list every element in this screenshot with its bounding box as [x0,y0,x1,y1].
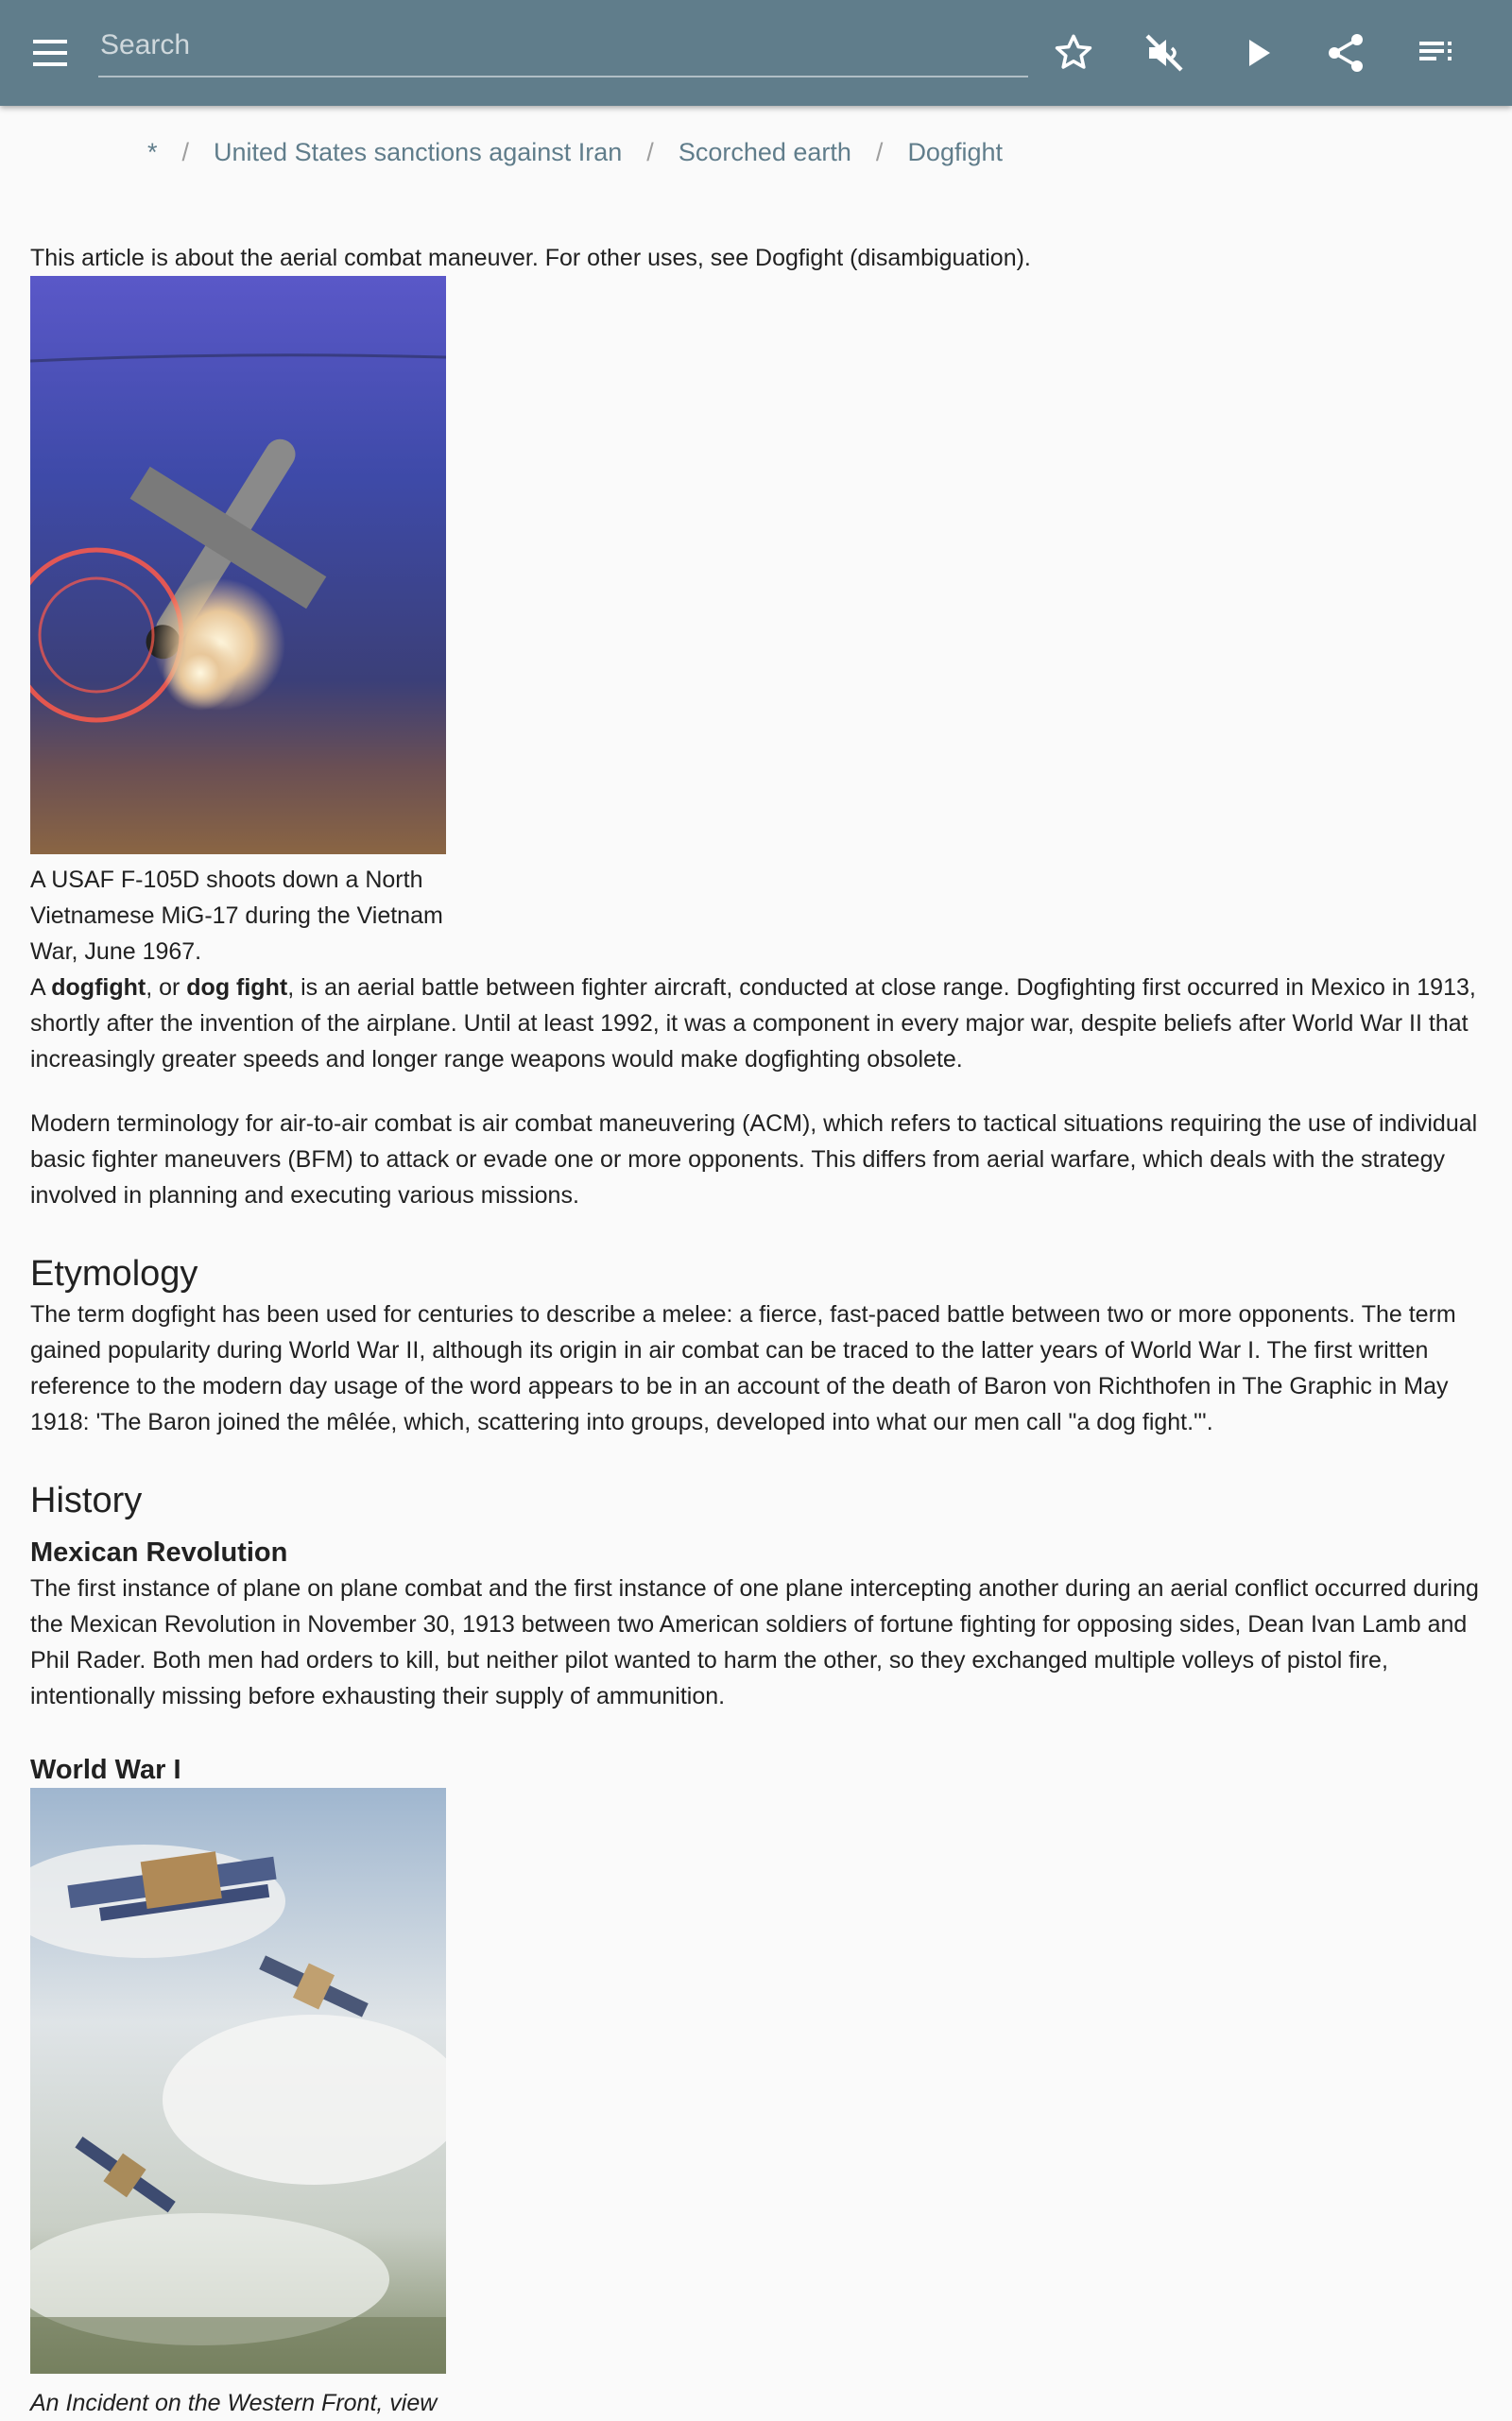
figure-caption: A USAF F-105D shoots down a North Vietnamese MiG-17 during the Vietnam War, June 1967. [30,867,443,965]
breadcrumb-item[interactable]: United States sanctions against Iran [214,138,623,166]
etymology-paragraph: The term dogfight has been used for centuries to describe a melee: a fierce, fast-paced battle between two or more opponents. The term gained popularity during World War II, although its origin in air combat can be traced to the latter years of World War I. The first written reference to the modern day usage of the word appears to be in an account of the death of Baron von Richthofen in The Graphic in May 1918: 'The Baron joined the mêlée, which, scattering into groups, developed into what our men call "a dog fight."'. [30,1301,1456,1435]
menu-icon[interactable] [31,36,69,70]
volume-off-icon[interactable] [1142,30,1187,76]
section-heading-history: History [30,1481,143,1520]
f105-gun-camera-image[interactable] [30,276,446,854]
text-run: , or [146,974,187,1001]
app-bar [0,0,1512,106]
breadcrumb-item[interactable]: Scorched earth [678,138,851,166]
star-icon[interactable] [1051,30,1096,76]
playlist-icon[interactable] [1414,30,1459,76]
bold-term: dogfight [51,974,146,1001]
breadcrumb-separator: / [646,138,654,166]
mexican-revolution-paragraph: The first instance of plane on plane combat and the first instance of one plane intercepting another during an aerial conflict occurred during the Mexican Revolution in November 30, 1913 between two American soldiers of fortune fighting for opposing sides, Dean Ivan Lamb and Phil Rader. Both men had orders to kill, but neither pilot wanted to harm the other, so they exchanged multiple volleys of pistol fire, intentionally missing before exhausting their supply of ammunition. [30,1575,1479,1709]
figure-western-front [30,1788,446,2421]
subsection-heading-mexican-revolution: Mexican Revolution [30,1537,288,1568]
text-run: A [30,974,52,1001]
bold-term: dog fight [186,974,288,1001]
breadcrumb-home[interactable]: * [147,138,158,166]
hatnote: This article is about the aerial combat maneuver. For other uses, see Dogfight (disambiguation). [30,245,1031,271]
western-front-painting-image[interactable] [30,1788,446,2374]
search-field [98,21,1028,77]
figure-caption: An Incident on the Western Front, view [30,2390,438,2416]
share-icon[interactable] [1323,30,1368,76]
section-heading-etymology: Etymology [30,1254,198,1294]
breadcrumb-separator: / [875,138,884,166]
play-icon[interactable] [1234,30,1280,76]
breadcrumb-separator: / [181,138,190,166]
article-content [30,240,1486,2421]
subsection-heading-world-war-i: World War I [30,1755,181,1785]
figure-f105-mig17 [30,276,446,970]
lead-paragraph [30,970,1486,1077]
search-input[interactable] [98,21,1032,70]
text-run: , is an aerial battle between fighter aircraft, conducted at close range. Dogfighting first occurred in Mexico in 1913, shortly after the invention of the airplane. Until at least 1992, it was a component in every major war, despite beliefs after World War II that increasingly greater speeds and longer range weapons would make dogfighting obsolete. [30,974,1476,1073]
lead-paragraph-2: Modern terminology for air-to-air combat is air combat maneuvering (ACM), which refers to tactical situations requiring the use of individual basic fighter maneuvers (BFM) to attack or evade one or more opponents. This differs from aerial warfare, which deals with the strategy involved in planning and executing various missions. [30,1110,1478,1209]
breadcrumb [147,138,1003,167]
breadcrumb-item-current[interactable]: Dogfight [907,138,1004,166]
